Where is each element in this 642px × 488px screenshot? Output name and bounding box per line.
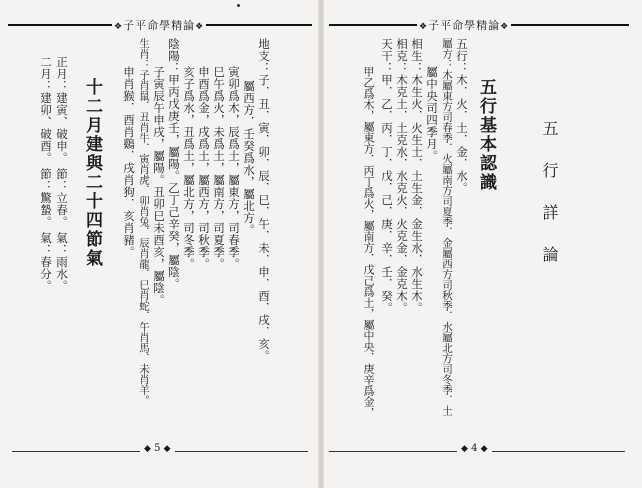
ornament-icon: ◆ xyxy=(144,444,151,454)
ornament-icon: ❖ xyxy=(195,22,205,32)
right-text-column: 相生：木生火．火生土．土生金．金生水．水生木。 xyxy=(410,38,424,314)
right-text-column: 屬中央司四季月。 xyxy=(425,66,439,162)
left-text-column: 地支：子．丑．寅．卯．辰．巳．午．未．申．酉．戌．亥。 xyxy=(257,38,271,362)
month-label: 正月：建寅、破申。 xyxy=(55,56,69,164)
ornament-icon: ❖ xyxy=(500,22,510,32)
right-page-number xyxy=(457,443,492,454)
left-text-column: 生肖：子肖鼠．丑肖牛．寅肖虎．卯肖兔．辰肖龍．巳肖蛇．午肖馬．未肖羊。 xyxy=(138,38,150,406)
left-text-column: 屬西方．壬癸爲水，屬北方。 xyxy=(242,80,256,236)
ornament-icon: ❖ xyxy=(419,22,429,32)
left-header-title: 子平命學精論 xyxy=(123,19,196,32)
right-running-header xyxy=(417,17,511,33)
month-jie: 節：立春。 xyxy=(55,168,69,228)
left-text-column: 子寅辰午申戌，屬陽。丑卯巳未酉亥，屬陰。 xyxy=(152,66,166,306)
section-heading: 五行基本認識 xyxy=(476,78,496,192)
month-qi: 氣：春分。 xyxy=(39,232,53,292)
left-text-column: 亥子爲水，丑爲土，屬北方，司冬季。 xyxy=(182,66,196,270)
left-text-column: 陰陽：甲丙戊庚壬，屬陽。乙丁己辛癸，屬陰。 xyxy=(167,38,181,290)
left-page-number xyxy=(140,443,175,454)
page-number-value: 4 xyxy=(471,443,478,454)
ornament-icon: ◆ xyxy=(480,444,488,454)
right-text-column: 甲乙爲木，屬東方．丙丁爲火，屬南方．戊己爲土，屬中央．庚辛爲金， xyxy=(362,66,375,418)
ornament-icon: ◆ xyxy=(163,444,171,454)
right-text-column: 天干：甲．乙．丙．丁．戊．己．庚．辛．壬．癸。 xyxy=(380,38,394,314)
left-text-column: 寅卯爲木，辰爲土，屬東方，司春季。 xyxy=(227,66,241,270)
right-page xyxy=(321,0,642,488)
right-text-column: 相克：木克土．土克水．水克火．火克金．金克木。 xyxy=(395,38,409,314)
ornament-icon: ❖ xyxy=(114,22,124,32)
right-text-column: 五行：木．火．土．金．水。 xyxy=(455,38,469,194)
month-jie: 節：驚蟄。 xyxy=(39,168,53,228)
right-header-title: 子平命學精論 xyxy=(428,19,501,32)
left-text-column: 巳午爲火，未爲土，屬南方，司夏季。 xyxy=(212,66,226,270)
ornament-icon: ◆ xyxy=(461,444,468,454)
right-text-column: 屬方：木屬東方司春季．火屬南方司夏季．金屬西方司秋季．水屬北方司冬季．土 xyxy=(441,38,453,416)
scan-speck xyxy=(237,4,240,7)
month-label: 二月：建卯、破酉。 xyxy=(39,56,53,164)
month-qi: 氣：雨水。 xyxy=(55,232,69,292)
chapter-title: 五行詳論 xyxy=(540,120,559,288)
page-number-value: 5 xyxy=(154,443,161,454)
left-text-column: 申肖猴．酉肖鷄．戌肖狗．亥肖豬。 xyxy=(122,66,136,258)
left-running-header xyxy=(112,17,206,33)
left-text-column: 申酉爲金，戌爲土，屬西方，司秋季。 xyxy=(197,66,211,270)
section-heading: 十二月建與二十四節氣 xyxy=(82,78,102,268)
